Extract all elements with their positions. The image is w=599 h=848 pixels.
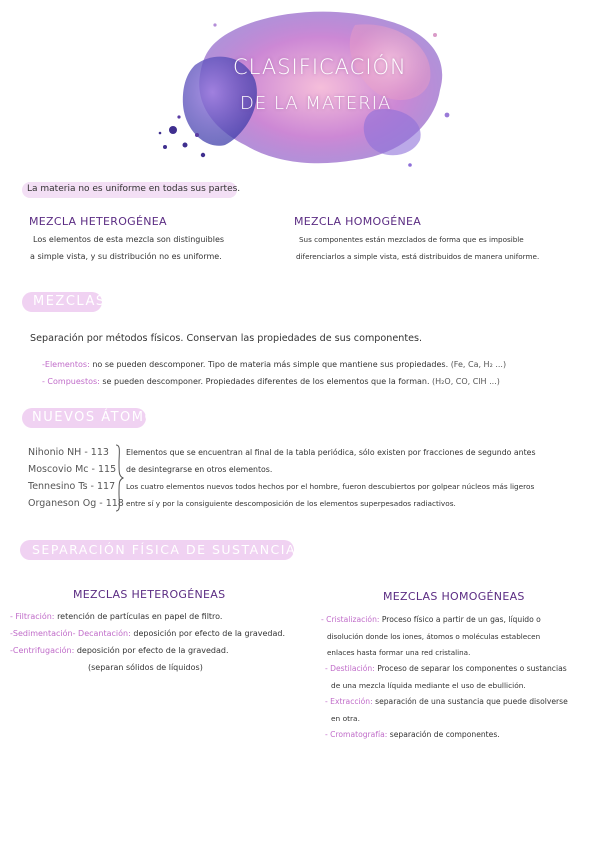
nuevos-desc3: Los cuatro elementos nuevos todos hechos por el hombre, fueron descubiertos por golpear núcleos más ligeros — [126, 482, 535, 491]
extraccion-cont1: en otra. — [331, 714, 360, 723]
filtracion-term: - Filtración: — [10, 612, 55, 621]
cristalizacion-term: - Cristalización: — [321, 615, 380, 624]
homogenea-line1: Sus componentes están mezclados de forma que es imposible — [299, 235, 524, 244]
separacion-label: SEPARACIÓN FÍSICA DE SUSTANCIAS — [32, 542, 306, 557]
watercolor-splash — [155, 5, 455, 175]
filtracion-line — [10, 612, 222, 621]
homogenea-heading: MEZCLA HOMOGÉNEA — [294, 215, 422, 228]
centrifugacion-term: -Centrifugación: — [10, 646, 75, 655]
destilacion-cont1: de una mezcla líquida mediante el uso de ebullición. — [331, 681, 526, 690]
homo-methods-heading: MEZCLAS HOMOGÉNEAS — [383, 590, 525, 603]
extraccion-term: - Extracción: — [325, 697, 373, 706]
extraccion-desc: separación de una sustancia que puede disolverse — [375, 697, 568, 706]
atom-nihonio: Nihonio NH - 113 — [28, 447, 109, 458]
compuestos-desc: se pueden descomponer. Propiedades diferentes de los elementos que la forman. — [102, 377, 430, 386]
intro-text: La materia no es uniforme en todas sus partes. — [27, 184, 241, 194]
nuevos-desc2: de desintegrarse en otros elementos. — [126, 465, 273, 474]
heterogenea-heading: MEZCLA HETEROGÉNEA — [29, 215, 167, 228]
destilacion-desc: Proceso de separar los componentes o sustancias — [377, 664, 567, 673]
compuestos-examples: (H₂O, CO, ClH ...) — [432, 377, 500, 386]
nuevos-desc1: Elementos que se encuentran al final de la tabla periódica, sólo existen por fracciones de segundo antes — [126, 448, 536, 457]
homogenea-line2: diferenciarlos a simple vista, está distribuidos de manera uniforme. — [296, 252, 540, 261]
centrifugacion-line — [10, 646, 228, 655]
cristalizacion-line — [321, 615, 541, 624]
atom-organeson: Organeson Og - 118 — [28, 498, 124, 509]
destilacion-line — [325, 664, 567, 673]
hetero-note: (separan sólidos de líquidos) — [88, 663, 203, 672]
separacion-text: Separación por métodos físicos. Conservan las propiedades de sus componentes. — [30, 333, 423, 344]
compuestos-line — [42, 377, 500, 386]
nuevos-atomos-label: NUEVOS ÁTOMOS — [32, 410, 166, 425]
filtracion-desc: retención de partículas en papel de filtro. — [57, 612, 223, 621]
destilacion-term: - Destilación: — [325, 664, 375, 673]
centrifugacion-desc: deposición por efecto de la gravedad. — [76, 646, 229, 655]
sedimentacion-desc: deposición por efecto de la gravedad. — [133, 629, 286, 638]
cromatografia-desc: separación de componentes. — [389, 730, 500, 739]
atom-moscovio: Moscovio Mc - 115 — [28, 464, 117, 475]
mezclas-label: MEZCLAS — [33, 294, 106, 309]
compuestos-term: - Compuestos: — [42, 377, 100, 386]
heterogenea-line1: Los elementos de esta mezcla son distinguibles — [33, 235, 225, 244]
sedimentacion-line — [10, 629, 285, 638]
page-title-line2: DE LA MATERIA — [240, 93, 392, 114]
cromatografia-line — [325, 730, 500, 739]
cristalizacion-cont1: disolución donde los iones, átomos o moléculas establecen — [327, 632, 541, 641]
nuevos-desc4: entre sí y por la consiguiente descomposición de los elementos superpesados radiactivos. — [126, 499, 456, 508]
extraccion-line — [325, 697, 568, 706]
sedimentacion-term: -Sedimentación- Decantación: — [10, 629, 131, 638]
elementos-line — [42, 360, 506, 369]
atom-tennesino: Tennesino Ts - 117 — [28, 481, 116, 492]
hetero-methods-heading: MEZCLAS HETEROGÉNEAS — [73, 588, 226, 601]
elementos-term: -Elementos: — [42, 360, 90, 369]
cromatografia-term: - Cromatografía: — [325, 730, 388, 739]
atoms-brace — [114, 443, 124, 513]
elementos-desc: no se pueden descomponer. Tipo de materia más simple que mantiene sus propiedades. — [92, 360, 449, 369]
elementos-examples: (Fe, Ca, H₂ ...) — [450, 360, 507, 369]
page-title-line1: CLASIFICACIÓN — [233, 55, 407, 79]
heterogenea-line2: a simple vista, y su distribución no es uniforme. — [30, 252, 222, 261]
cristalizacion-cont2: enlaces hasta formar una red cristalina. — [327, 648, 471, 657]
cristalizacion-desc: Proceso físico a partir de un gas, líquido o — [381, 615, 541, 624]
